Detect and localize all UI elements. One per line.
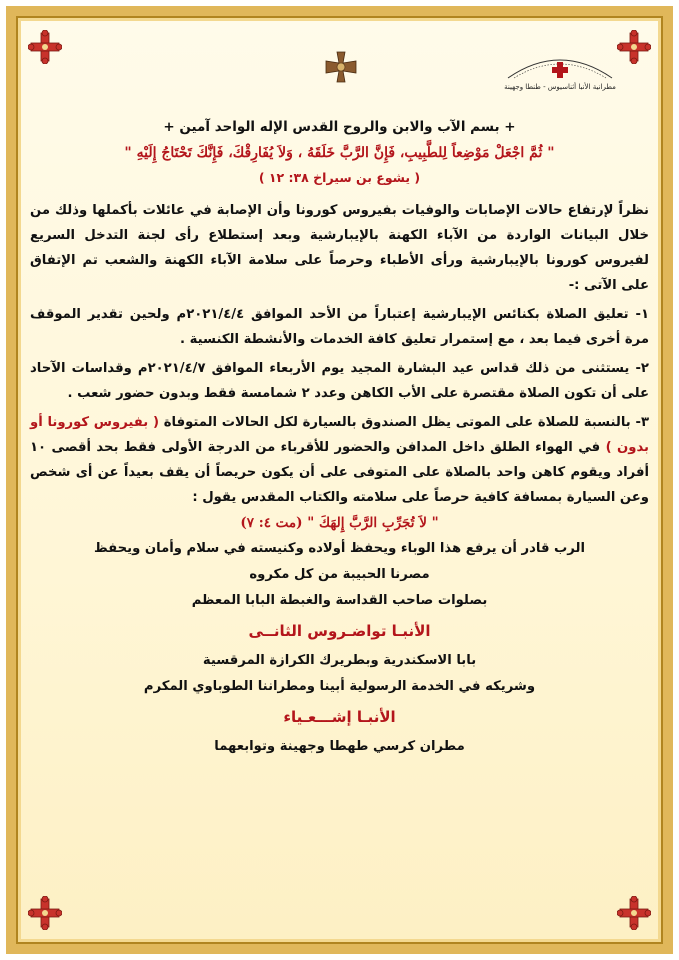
opening-blessing: + بسم الآب والابن والروح القدس الإله الواحد آمين +	[163, 119, 516, 135]
scripture-reference: ( يشوع بن سيراخ ٣٨: ١٢ )	[258, 170, 421, 185]
decision-item-3	[30, 410, 649, 510]
pope-title-1: بابا الاسكندرية وبطريرك الكرازة المرقسية	[202, 653, 477, 668]
diocese-logo	[500, 48, 620, 98]
decision-item-1: ١- تعليق الصلاة بكنائس الإيبارشية إعتباراً من الأحد الموافق ٢٠٢١/٤/٤م ولحين تقدير الموقف مرة أخرى فيما بعد ، مع إستمرار تعليق كافة الخدمات والأنشطة الكنسية .	[30, 307, 649, 347]
bible-verse: " لاَ تُجَرِّبِ الرَّبَّ إِلهَكَ " (مت ٤: ٧)	[240, 515, 439, 531]
bishop-title: مطران كرسي طهطا وجهينة وتوابعهما	[214, 739, 465, 754]
closing-line-2: مصرنا الحبيبة من كل مكروه	[249, 567, 430, 582]
diocese-logo-icon	[500, 48, 620, 82]
decision-item-2: ٢- يستثنى من ذلك قداس عيد البشارة المجيد يوم الأربعاء الموافق ٢٠٢١/٤/٧م وقداسات الآحاد على أن تكون الصلاة مقتصرة على الأب الكاهن وعدد ٢ شمامسة فقط وبدون حضور شعب .	[30, 361, 649, 401]
item-3-highlight: ( بفيروس كورونا أو بدون )	[30, 415, 650, 455]
coptic-cross-icon	[28, 896, 62, 930]
pope-name: الأنبـا تواضـروس الثانــى	[248, 622, 431, 640]
letter-body	[30, 114, 649, 760]
intro-paragraph: نظراً لإرتفاع حالات الإصابات والوفيات بفيروس كورونا وأن الإصابة في عائلات بأكملها وذلك من خلال البيانات الواردة من الآباء الكهنة بالإيبارشية وبعد إستطلاع رأى لجنة التدخل السريع لفيروس كورونا بالإيبارشية ورأى الأطباء وحرصاً على سلامة الآباء الكهنة والشعب تم الإتفاق على الآتى :-	[30, 203, 649, 293]
item-3-text-end: في الهواء الطلق داخل المدافن والحضور للأقرباء من الدرجة الأولى فقط بحد أقصى ١٠ أفراد ويقوم كاهن واحد بالصلاة على المتوفى على أن يكون حريصاً أن يقف بعيداً عن أى شخص وعن السيارة بمسافة كافية حرصاً على سلامته والكتاب المقدس يقول :	[30, 440, 649, 505]
coptic-cross-icon	[28, 30, 62, 64]
coptic-cross-icon	[324, 50, 358, 84]
logo-caption: مطرانية الأنبا أثناسيوس - طنطا وجهينة	[504, 83, 616, 91]
scripture-quote: " ثُمَّ اجْعَلْ مَوْضِعاً لِلطَّبِيبِ، فَإِنَّ الرَّبَّ خَلَقَهُ ، وَلاَ يُفَارِقْكَ، فَإِنَّكَ تَحْتَاجُ إِلَيْهِ "	[124, 145, 555, 161]
bishop-name: الأنبـا إشـــعـياء	[283, 708, 396, 726]
closing-line-1: الرب قادر أن يرفع هذا الوباء ويحفظ أولاده وكنيسته في سلام وأمان ويحفظ	[94, 541, 585, 556]
closing-line-3: بصلوات صاحب القداسة والغبطة البابا المعظم	[191, 593, 488, 608]
coptic-cross-icon	[617, 30, 651, 64]
pope-title-2: وشريكه في الخدمة الرسولية أبينا ومطراننا الطوباوي المكرم	[143, 679, 536, 694]
coptic-cross-icon	[617, 896, 651, 930]
item-3-text-start: ٣- بالنسبة للصلاة على الموتى يظل الصندوق بالسيارة لكل الحالات المتوفاة	[163, 415, 650, 430]
